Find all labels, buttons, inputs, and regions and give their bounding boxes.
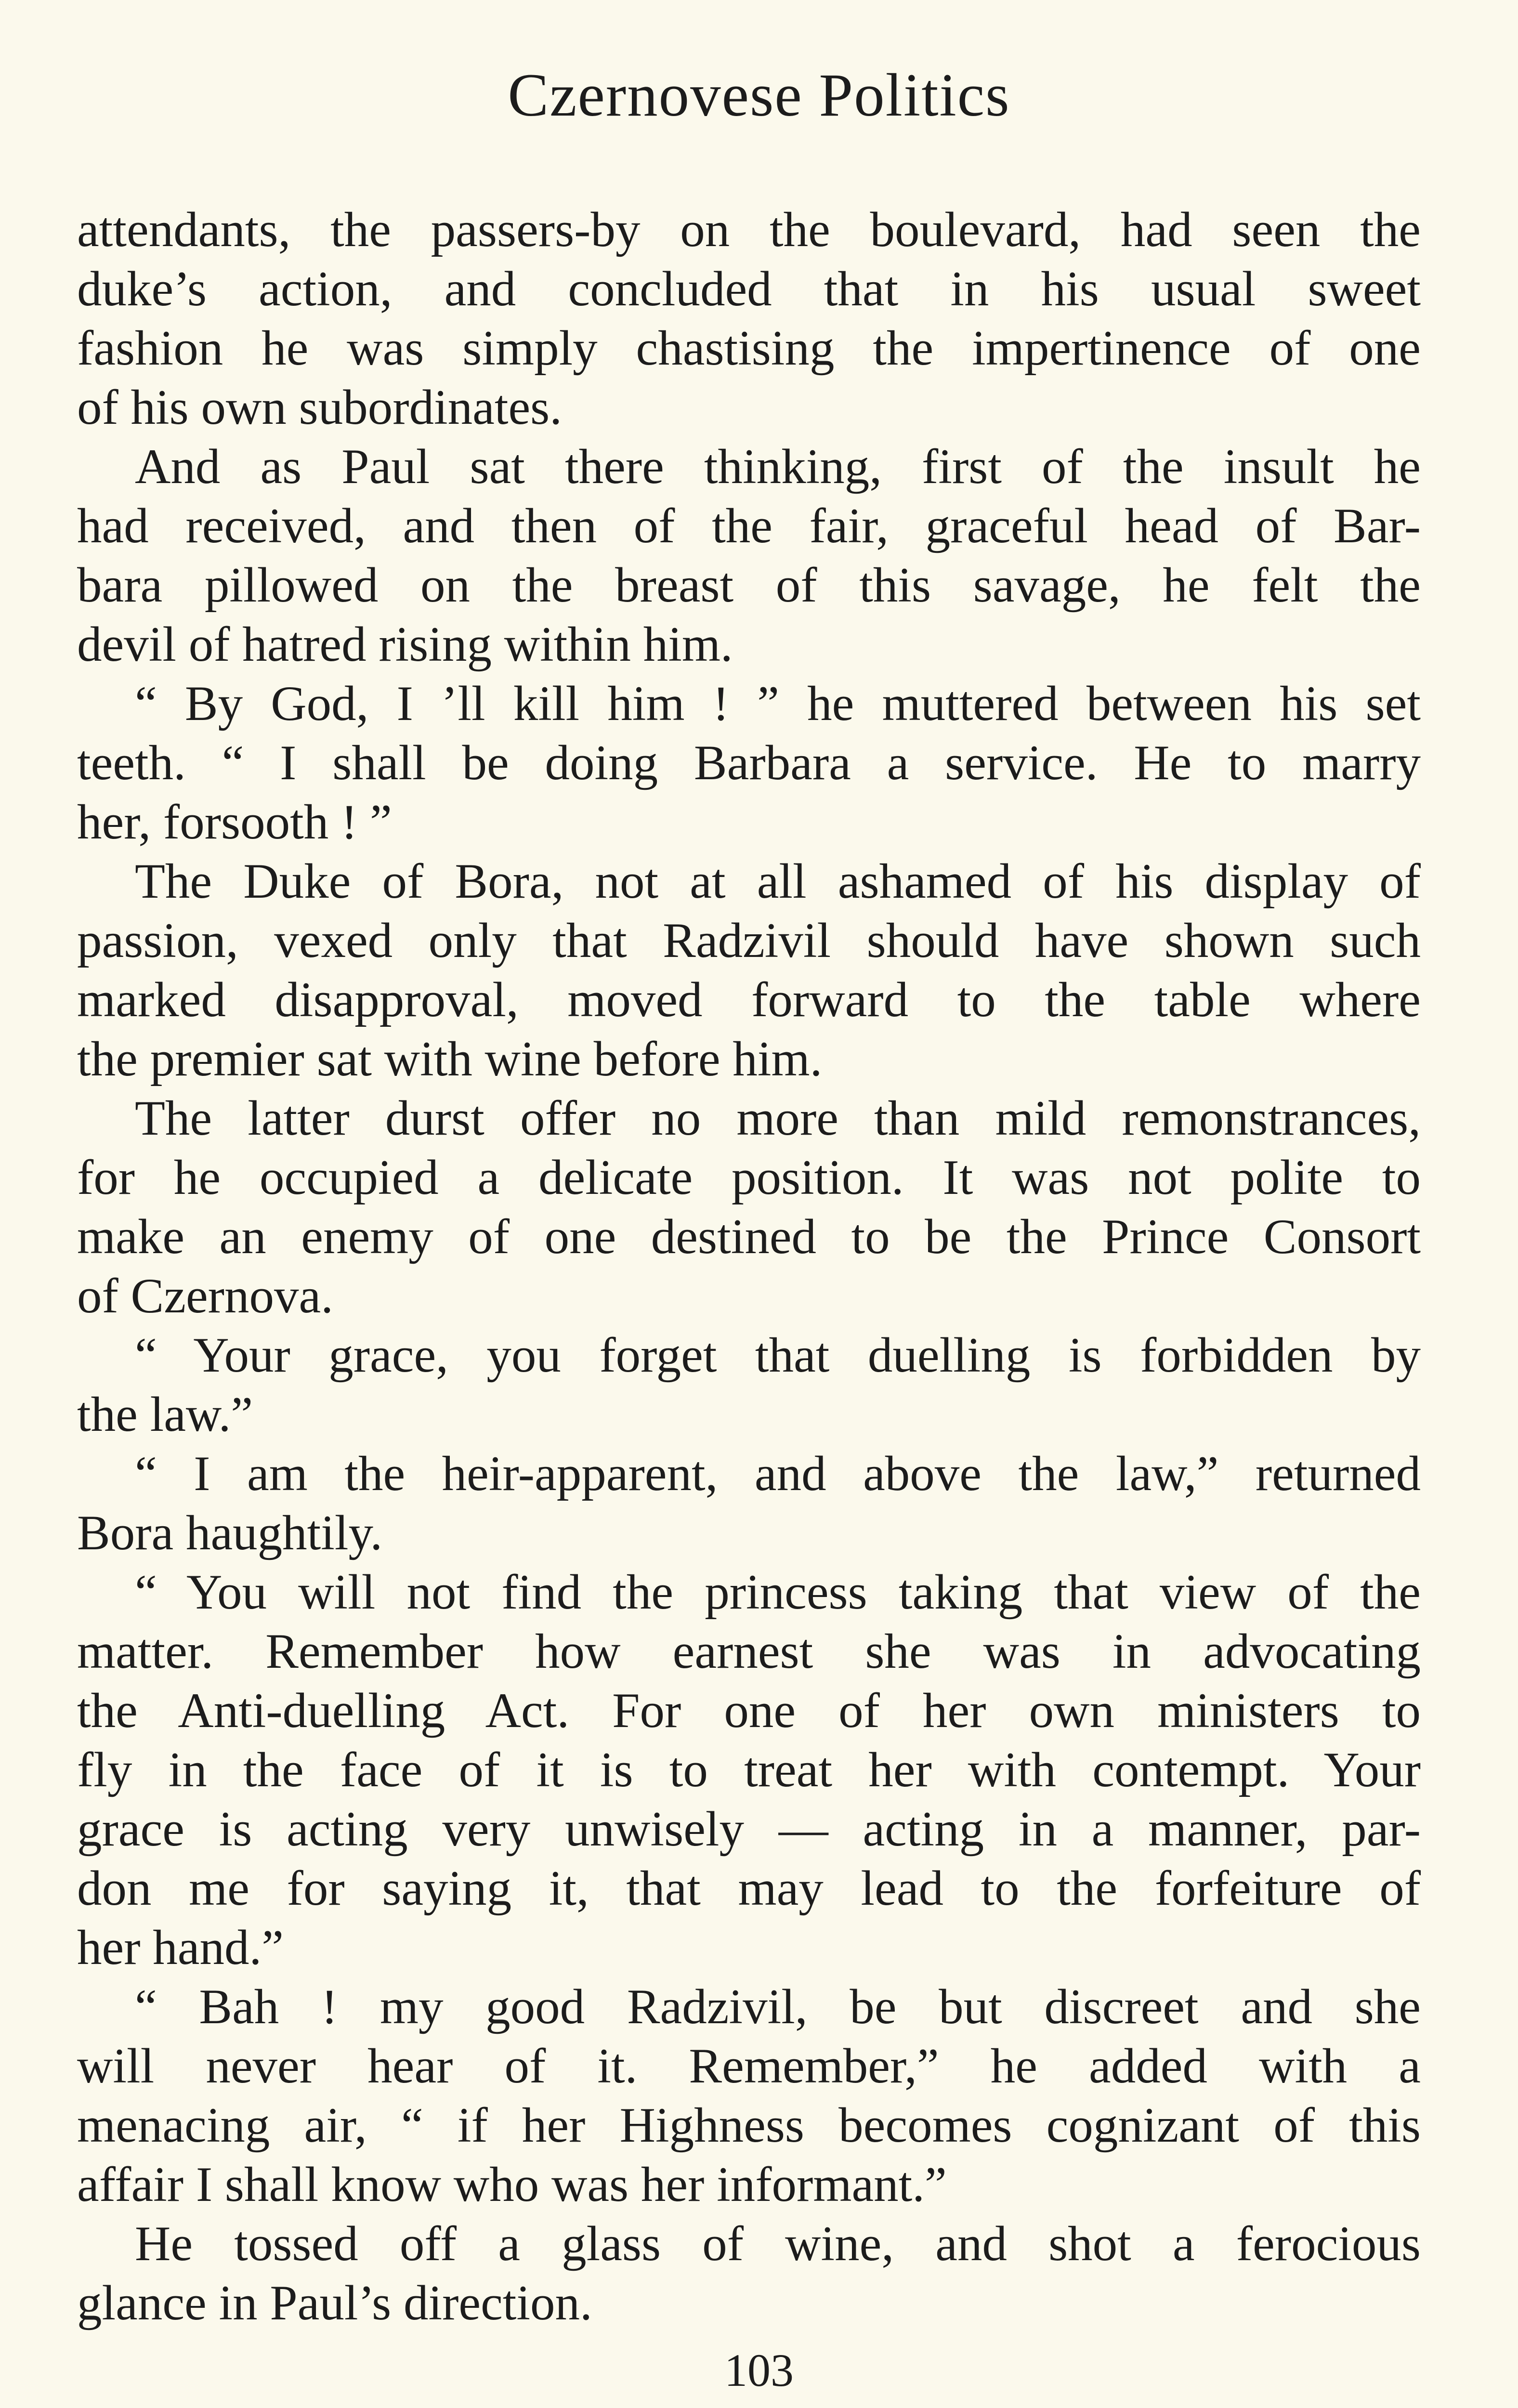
text-line: He tossed off a glass of wine, and shot a ferocious [135,2216,1421,2271]
text-line: glance in Paul’s direction. [77,2276,592,2330]
text-line: the premier sat with wine before him. [77,1032,823,1086]
text-line: “ Your grace, you forget that duelling is forbidden by [135,1328,1421,1383]
text-line: menacing air, “ if her Highness becomes cognizant of this [77,2098,1421,2153]
text-line: her hand.” [77,1920,284,1975]
text-line: And as Paul sat there thinking, first of the insult he [135,439,1421,494]
text-line: grace is acting very unwisely — acting in a manner, par- [77,1802,1421,1857]
text-line: attendants, the passers-by on the boulevard, had seen the [77,202,1421,257]
body-text [77,200,1421,2333]
text-line: The latter durst offer no more than mild remonstrances, [135,1091,1421,1146]
text-line: the Anti-duelling Act. For one of her own ministers to [77,1683,1421,1738]
text-line: fly in the face of it is to treat her with contempt. Your [77,1742,1421,1797]
text-line: had received, and then of the fair, graceful head of Bar- [77,498,1421,553]
text-line: for he occupied a delicate position. It was not polite to [77,1150,1421,1205]
text-line: fashion he was simply chastising the impertinence of one [77,321,1421,376]
text-line: bara pillowed on the breast of this savage, he felt the [77,558,1421,613]
text-line: make an enemy of one destined to be the Prince Consort [77,1209,1421,1264]
text-line: “ You will not find the princess taking that view of the [135,1565,1421,1620]
text-line: “ I am the heir-apparent, and above the law,” returned [135,1446,1421,1501]
text-line: marked disapproval, moved forward to the table where [77,972,1421,1027]
running-head: Czernovese Politics [508,62,1010,129]
text-line: of Czernova. [77,1269,333,1323]
text-line: “ By God, I ’ll kill him ! ” he muttered between his set [135,676,1421,731]
text-line: will never hear of it. Remember,” he added with a [77,2039,1421,2094]
text-line: The Duke of Bora, not at all ashamed of his display of [135,854,1421,909]
text-line: Bora haughtily. [77,1505,383,1560]
text-line: of his own subordinates. [77,380,563,435]
text-line: passion, vexed only that Radzivil should have shown such [77,913,1421,968]
text-line: matter. Remember how earnest she was in advocating [77,1624,1421,1679]
text-line: affair I shall know who was her informant.” [77,2157,947,2212]
text-line: duke’s action, and concluded that in his usual sweet [77,262,1421,316]
page-number: 103 [724,2344,794,2396]
text-line: teeth. “ I shall be doing Barbara a service. He to marry [77,735,1421,790]
text-line: don me for saying it, that may lead to the forfeiture of [77,1861,1421,1916]
text-line: devil of hatred rising within him. [77,617,733,672]
text-line: her, forsooth ! ” [77,795,392,850]
text-line: the law.” [77,1387,253,1442]
text-line: “ Bah ! my good Radzivil, be but discreet and she [135,1979,1421,2034]
